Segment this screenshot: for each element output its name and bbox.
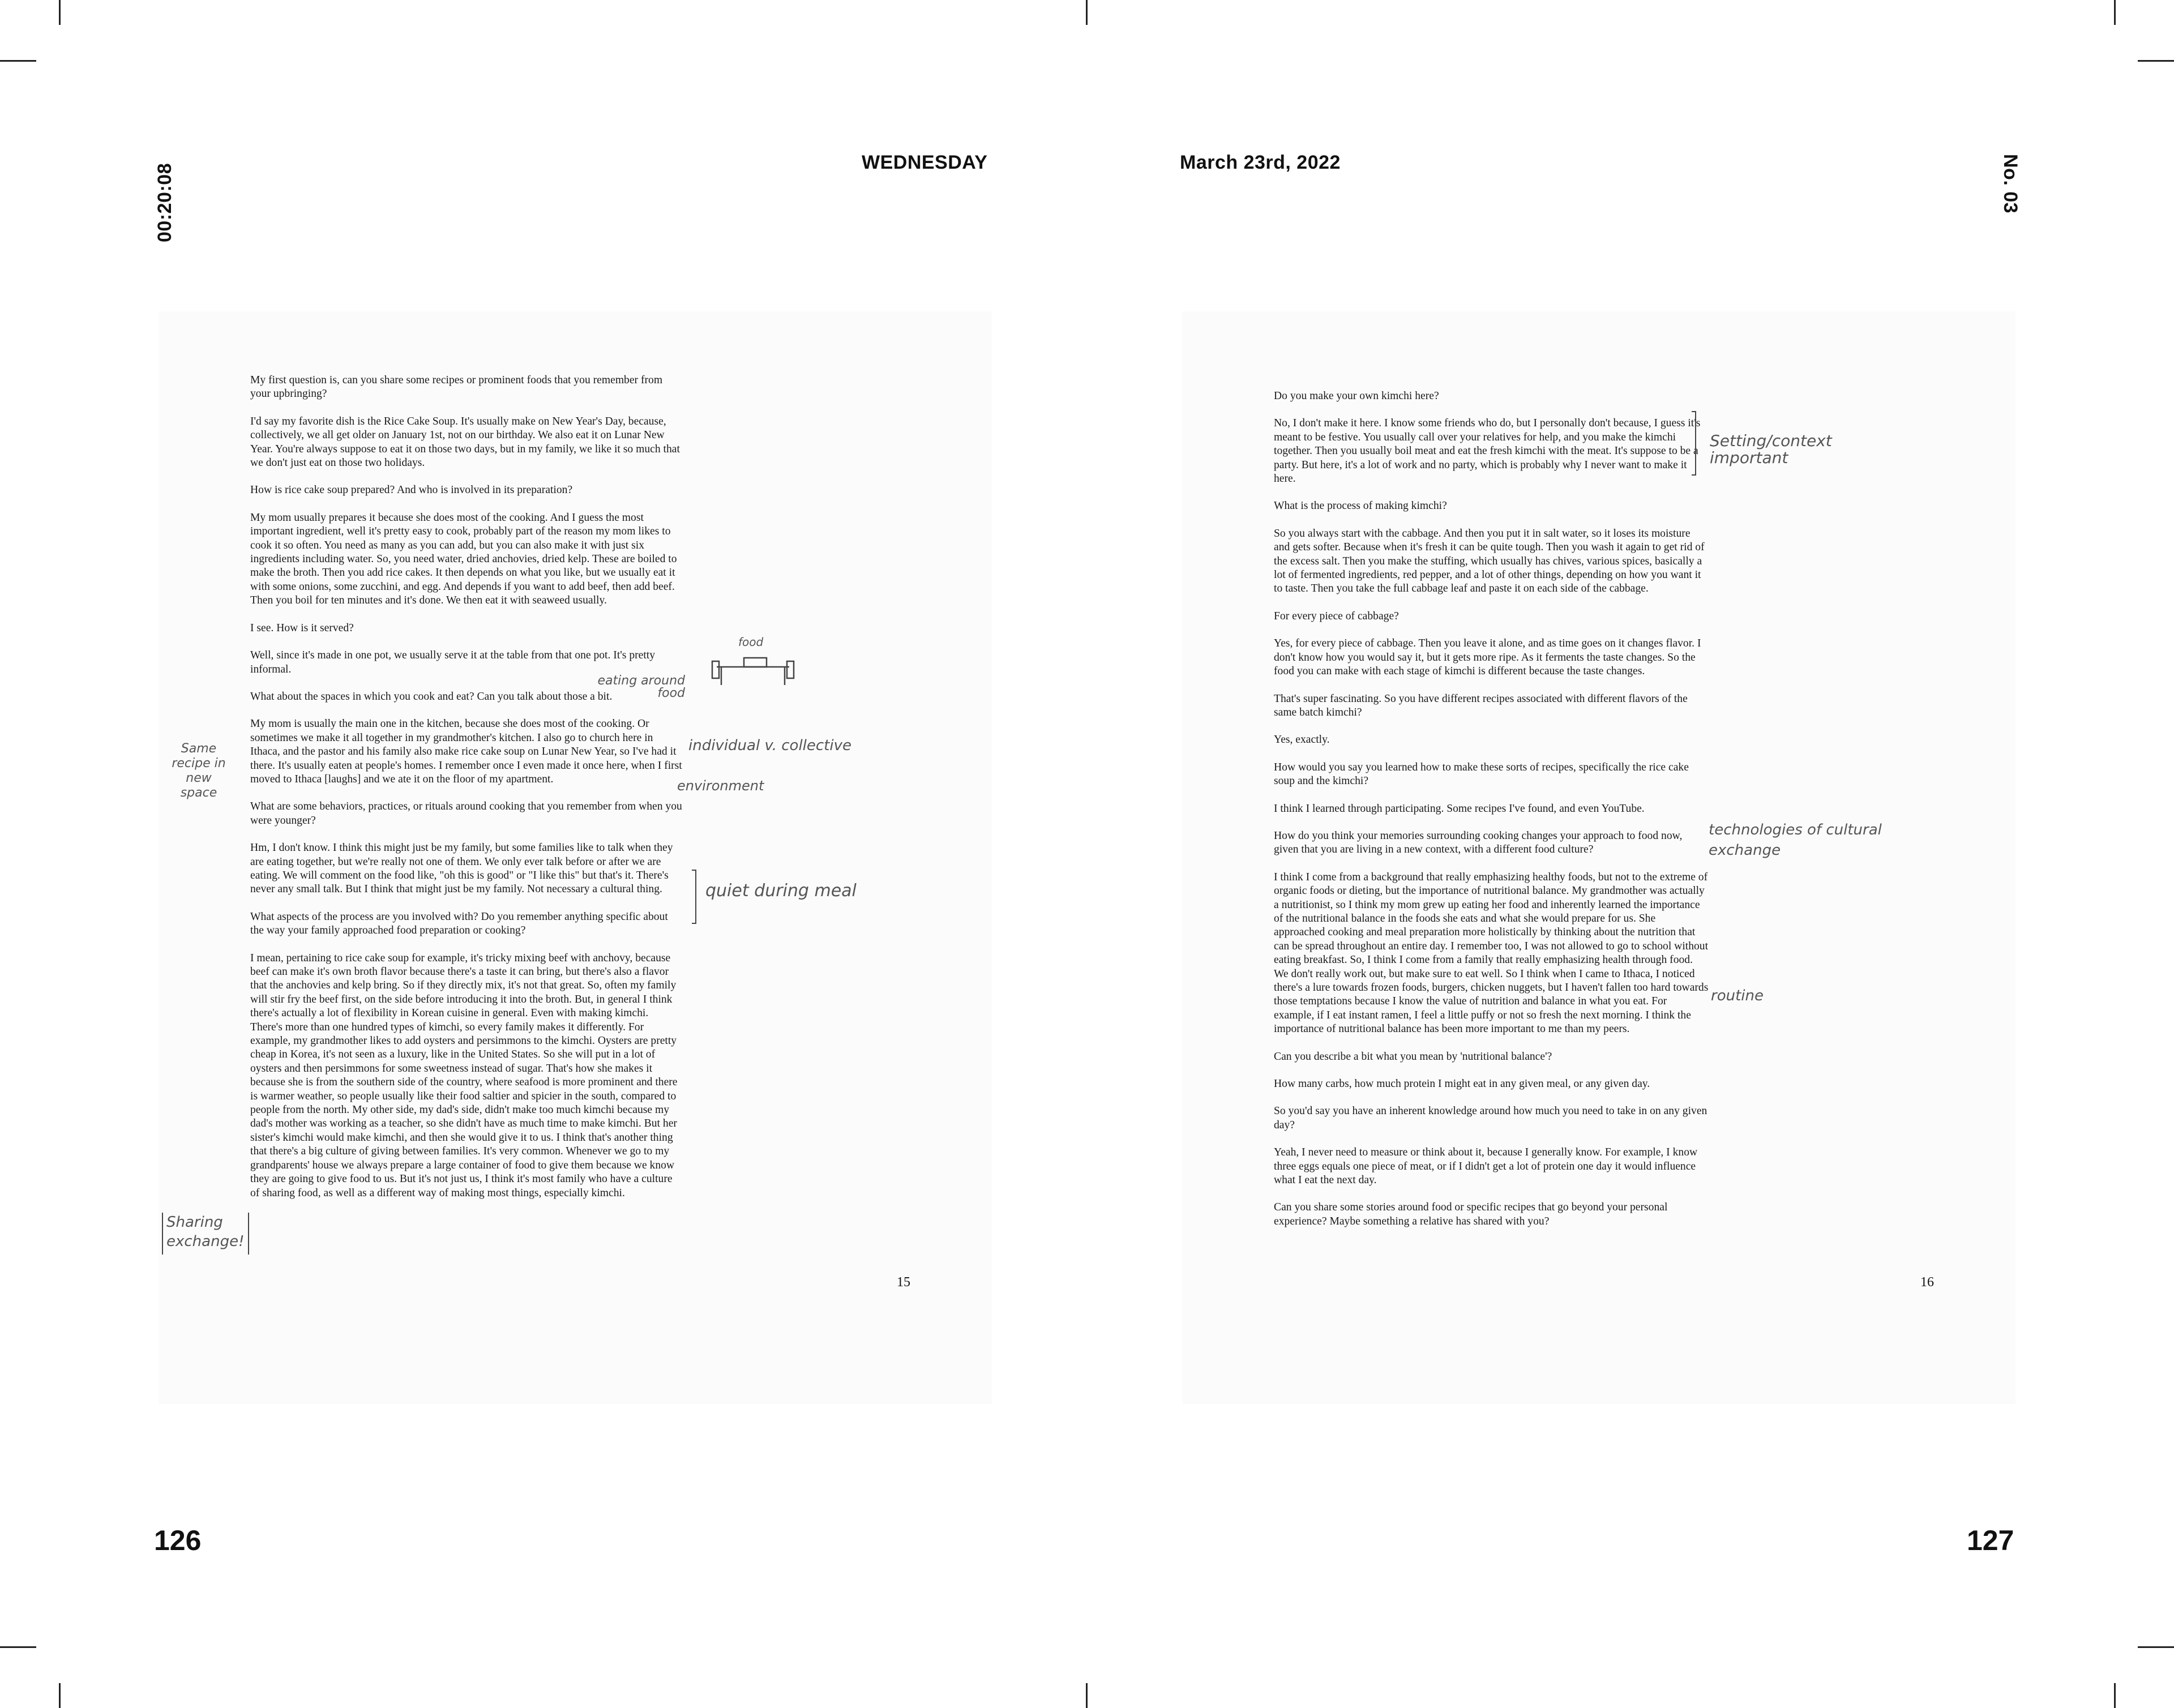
crop-mark — [59, 1683, 61, 1708]
paragraph: I think I learned through participating. Some recipes I've found, and even YouTube. — [1274, 802, 1645, 815]
paragraph: I'd say my favorite dish is the Rice Cake Soup. It's usually make on New Year's Day, because, collectively, we all get older on January 1st, not on our birthday. We also eat it on Lunar New Year. You're always suppose to eat it on those two days, but in my family, we like it so much that we don't just eat on those two holidays. — [250, 415, 680, 469]
paragraph: Hm, I don't know. I think this might just be my family, but some families like to talk when they are eating together, but we're really not one of them. We only ever talk before or after we are eating. We will comment on the food like, "oh this is good" or "I like this" but that's it. There's never any small talk. But I think that might just be my family. Not necessary a cultural thing. — [250, 842, 673, 896]
date-label: March 23rd, 2022 — [1180, 152, 1341, 173]
paragraph: I see. How is it served? — [250, 622, 354, 634]
paragraph: Can you describe a bit what you mean by 'nutritional balance'? — [1274, 1050, 1552, 1063]
crop-mark — [2138, 1646, 2174, 1648]
note-individual-collective: individual v. collective — [688, 737, 851, 754]
paragraph: Yes, exactly. — [1274, 734, 1330, 746]
note-same-recipe: Same recipe in new space — [172, 742, 226, 800]
paragraph: No, I don't make it here. I know some friends who do, but I personally don't because, I guess it's meant to be festive. You usually call over your relatives for help, and you make the kimchi together. Then you usually boil meat and eat the fresh kimchi with the meat. It's suppose to be a party. But here, it's a lot of work and no party, which is probably why I never want to make it here. — [1274, 417, 1701, 485]
paragraph: Do you make your own kimchi here? — [1274, 390, 1439, 402]
transcript-right — [1274, 389, 1709, 1242]
day-label: WEDNESDAY — [862, 152, 988, 173]
paragraph: My first question is, can you share some recipes or prominent foods that you remember from your upbringing? — [250, 374, 663, 400]
paragraph: So you'd say you have an inherent knowledge around how much you need to take in on any given day? — [1274, 1105, 1707, 1131]
paragraph: What aspects of the process are you involved with? Do you remember anything specific about the way your family approached food preparation or cooking? — [250, 910, 668, 937]
note-quiet-during-meal: quiet during meal — [705, 881, 857, 901]
paragraph: How many carbs, how much protein I might eat in any given meal, or any given day. — [1274, 1078, 1650, 1090]
crop-mark — [0, 1646, 36, 1648]
note-setting-context: Setting/context important — [1710, 431, 1832, 467]
note-routine: routine — [1711, 987, 1764, 1004]
paragraph: How would you say you learned how to make these sorts of recipes, specifically the rice cake soup and the kimchi? — [1274, 761, 1689, 787]
paragraph: For every piece of cabbage? — [1274, 610, 1399, 622]
note-eating-around-food: eating around food — [597, 674, 685, 700]
crop-mark — [0, 60, 36, 62]
bracket-setting — [1692, 411, 1696, 476]
paragraph: That's super fascinating. So you have different recipes associated with different flavors of the same batch kimchi? — [1274, 692, 1688, 718]
issue-number: No. 03 — [2000, 154, 2021, 214]
page-number-left: 15 — [897, 1275, 910, 1290]
folio-left: 126 — [154, 1525, 202, 1556]
paragraph: My mom usually prepares it because she does most of the cooking. And I guess the most important ingredient, well it's pretty easy to cook, probably part of the reason my mom likes to cook it so often. You need as many as you can add, but you can also make it with just six ingredients including water. So, you need water, dried anchovies, dried kelp. These are boiled to make the broth. Then you add rice cakes. It then depends on what you like, but we usually eat it with some onions, some zucchini, and egg. And depends if you want to add beef, then add beef. Then you boil for ten minutes and it's done. We then eat it with seaweed usually. — [250, 511, 677, 607]
crop-mark — [59, 0, 61, 25]
paragraph: I mean, pertaining to rice cake soup for example, it's tricky mixing beef with anchovy, because beef can make it's own broth flavor because there's a taste it can bring, but there's also a flavor that the anchovies and kelp bring. So if they directly mix, it's not that great. So, often my family will stir fry the beef first, on the side before introducing it into the broth. But, in general I think there's actually a lot of flexibility in Korean cuisine in general. Even with making kimchi. There's more than one hundred types of kimchi, so every family makes it differently. For example, my grandmother likes to add oysters and persimmons to the kimchi. Oysters are pretty cheap in Korea, it's not seen as a luxury, like in the United States. So she will put in a lot of oysters and then persimmons for some sweetness instead of sugar. That's how she makes it because she is from the southern side of the country, where seafood is more prominent and there is warmer weather, so people usually like their food saltier and spicier in the south, compared to people from the north. My other side, my dad's side, didn't make too much kimchi because my dad's mother was working as a teacher, so she didn't have as much time to make kimchi. But her sister's kimchi would make kimchi, and then she would give it to us. I think that's another thing that there's a big culture of giving between families. It's very common. Whenever we go to my grandparents' house we always prepare a large container of food to give them because we know they are going to give food to us. But it's not just us, I think it's most family who have a culture of sharing food, as well as a different way of making most things, especially kimchi. — [250, 952, 678, 1199]
note-food: food — [738, 635, 764, 649]
timecode: 00:20:08 — [154, 162, 176, 242]
bracket-quiet — [692, 870, 696, 924]
folio-right: 127 — [1967, 1525, 2014, 1556]
crop-mark — [2114, 0, 2116, 25]
paragraph: Yeah, I never need to measure or think about it, because I generally know. For example, I know three eggs equals one piece of meat, or if I didn't get a lot of protein one day it would influence what I eat the next day. — [1274, 1146, 1698, 1187]
paragraph: My mom is usually the main one in the kitchen, because she does most of the cooking. Or sometimes we make it all together in my grandmother's kitchen. I also go to church here in Ithaca, and the pastor and his family also make rice cake soup on Lunar New Year, so I've had it there. It's usually eaten at people's homes. I remember once I even made it once here, when I first moved to Ithaca [laughs] and we ate it on the floor of my apartment. — [250, 718, 682, 785]
paragraph: How is rice cake soup prepared? And who is involved in its preparation? — [250, 484, 573, 496]
paragraph: So you always start with the cabbage. And then you put it in salt water, so it loses its moisture and gets softer. Because when it's fresh it can be quite tough. Then you wash it again to get rid of the excess salt. Then you make the stuffing, which usually has chives, various spices, basically a lot of fermented ingredients, red pepper, and a lot of other things, depending on how you want it to taste. Then you take the full cabbage leaf and paste it on each side of the cabbage. — [1274, 527, 1705, 595]
paragraph: Can you share some stories around food or specific recipes that go beyond your personal experience? Maybe something a relative has shared with you? — [1274, 1201, 1668, 1227]
paragraph: What is the process of making kimchi? — [1274, 500, 1447, 512]
paragraph: Yes, for every piece of cabbage. Then you leave it alone, and as time goes on it changes flavor. I don't know how you would say it, but it gets more ripe. As it ferments the taste changes. So the food you can make with each stage of kimchi is different because the taste changes. — [1274, 637, 1701, 678]
paragraph: I think I come from a background that really emphasizing healthy foods, but not to the extreme of organic foods or dieting, but the importance of nutritional balance. My grandmother was actually a nutritionist, so I think my mom grew up eating her food and inherently learned the importance of the nutritional balance in the foods she eats and what she would prepare for us. She approached cooking and meal preparation more holistically by thinking about the nutrition that can be spread throughout an entire day. I remember too, I was not allowed to go to school without eating breakfast. So, I think I come from a family that really emphasizing health through food. We don't really work out, but make sure to eat well. So I think when I came to Ithaca, I noticed there's a lure towards frozen foods, burgers, chicken nuggets, but I haven't fallen too hard towards those temptations because I know the value of nutrition and balance in what you eat. For example, if I eat instant ramen, I feel a little puffy or not so fresh the next morning. I think the importance of nutritional balance has been more important to me than my peers. — [1274, 871, 1709, 1035]
crop-mark — [2138, 60, 2174, 62]
paragraph: What are some behaviors, practices, or rituals around cooking that you remember from when you were younger? — [250, 801, 682, 827]
page-number-right: 16 — [1920, 1275, 1934, 1290]
transcript-left — [250, 374, 683, 1214]
crop-mark — [1086, 1683, 1088, 1708]
crop-mark — [2114, 1683, 2116, 1708]
table-sketch-icon — [711, 650, 795, 687]
note-technologies: technologies of cultural exchange — [1709, 821, 1882, 859]
note-sharing-exchange: Sharing exchange! — [166, 1214, 245, 1250]
paragraph: What about the spaces in which you cook and eat? Can you talk about those a bit. — [250, 690, 613, 703]
paragraph: How do you think your memories surrounding cooking changes your approach to food now, given that you are living in a new context, with a different food culture? — [1274, 829, 1683, 856]
crop-mark — [1086, 0, 1088, 25]
note-environment: environment — [677, 778, 764, 794]
paragraph: Well, since it's made in one pot, we usually serve it at the table from that one pot. It's pretty informal. — [250, 649, 656, 675]
